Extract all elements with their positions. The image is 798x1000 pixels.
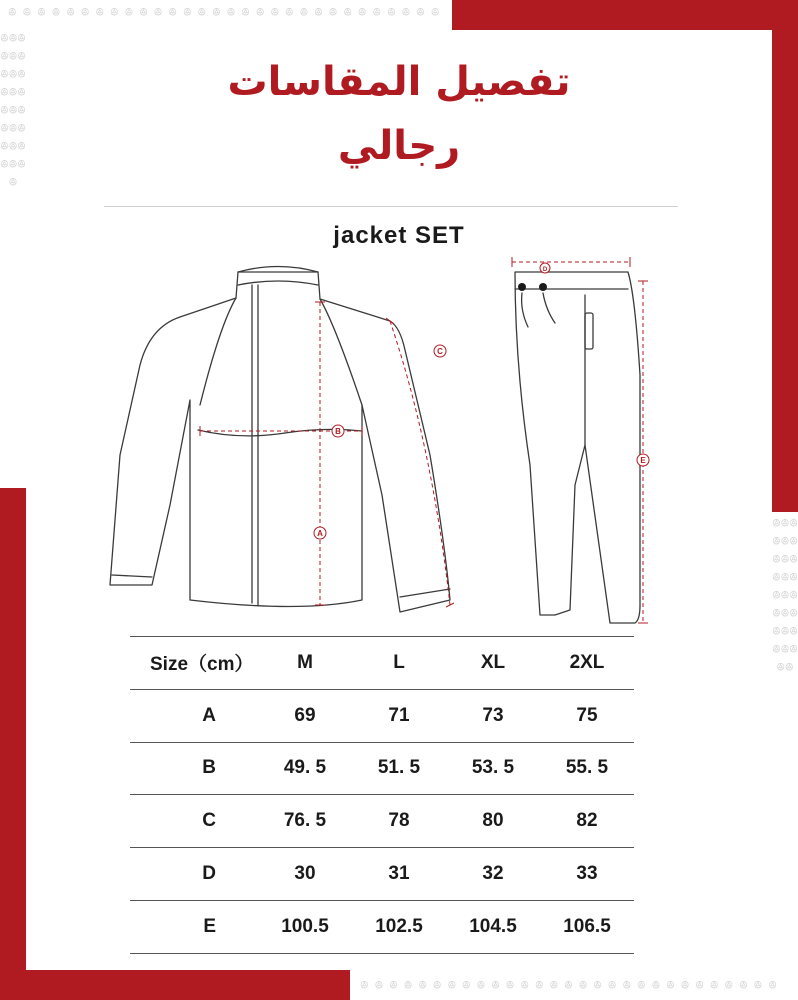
pattern-strip-top: ꔮꔮꔮꔮꔮꔮꔮꔮꔮꔮꔮꔮꔮꔮꔮꔮꔮꔮꔮꔮꔮꔮꔮꔮꔮꔮꔮꔮꔮꔮ: [8, 6, 446, 19]
table-row: [130, 900, 634, 953]
table-cell: 100.5: [281, 915, 329, 937]
table-cell: 82: [576, 810, 598, 832]
table-header-row: [130, 637, 634, 690]
marker-c-label: C: [437, 347, 443, 356]
table-cell: 53. 5: [471, 757, 515, 779]
jacket-outline: [110, 267, 450, 613]
table-cell: 31: [388, 863, 410, 885]
table-cell: 33: [576, 863, 598, 885]
row-label: A: [202, 704, 216, 726]
row-label: E: [203, 915, 216, 937]
table-row: [130, 689, 634, 742]
header-size-xl: XL: [480, 651, 506, 673]
marker-d-label: D: [542, 267, 548, 273]
header-size-cm: Size（cm）: [150, 654, 254, 676]
marker-b-label: B: [335, 427, 341, 436]
table-cell: 51. 5: [377, 757, 421, 779]
table-row: [130, 742, 634, 795]
table-cell: 69: [294, 704, 316, 726]
row-label: B: [202, 757, 216, 779]
garment-diagram: [100, 255, 700, 635]
page-title: تفصيل المقاسات: [227, 59, 571, 105]
trousers-outline: [515, 272, 640, 623]
title-divider: [104, 206, 678, 207]
marker-e-label: E: [640, 456, 646, 465]
header-size-m: M: [297, 651, 313, 673]
row-label: D: [202, 863, 216, 885]
product-subtitle: jacket SET: [333, 222, 465, 249]
table-cell: 32: [482, 863, 504, 885]
table-cell: 78: [388, 810, 410, 832]
table-cell: 71: [388, 704, 410, 726]
table-cell: 80: [482, 810, 504, 832]
pattern-strip-right: ꔮꔮꔮꔮꔮꔮꔮꔮꔮꔮꔮꔮꔮꔮꔮꔮꔮꔮꔮꔮꔮꔮꔮꔮꔮꔮ: [772, 517, 798, 674]
table-cell: 102.5: [375, 915, 423, 937]
pattern-strip-bottom: ꔮꔮꔮꔮꔮꔮꔮꔮꔮꔮꔮꔮꔮꔮꔮꔮꔮꔮꔮꔮꔮꔮꔮꔮꔮꔮꔮꔮꔮ: [360, 979, 783, 992]
row-label: C: [202, 810, 216, 832]
table-cell: 49. 5: [283, 757, 327, 779]
table-cell: 55. 5: [565, 757, 609, 779]
table-cell: 75: [576, 704, 598, 726]
red-frame-top-right: [452, 0, 798, 30]
measure-line-c: [390, 321, 450, 605]
size-chart-table: [130, 636, 634, 954]
table-cell: 73: [482, 704, 504, 726]
table-cell: 106.5: [563, 915, 611, 937]
table-cell: 76. 5: [283, 810, 327, 832]
table-row: [130, 848, 634, 901]
header-size-l: L: [393, 651, 405, 673]
table-row: [130, 795, 634, 848]
header-size-2xl: 2XL: [569, 651, 605, 673]
pattern-strip-left: ꔮꔮꔮꔮꔮꔮꔮꔮꔮꔮꔮꔮꔮꔮꔮꔮꔮꔮꔮꔮꔮꔮꔮꔮꔮ: [0, 32, 26, 189]
page-title-line2: رجالي: [337, 123, 461, 169]
table-cell: 30: [294, 863, 316, 885]
red-frame-bottom-left: [0, 970, 350, 1000]
table-cell: 104.5: [469, 915, 517, 937]
red-frame-left: [0, 488, 26, 1000]
marker-a-label: A: [317, 529, 323, 538]
